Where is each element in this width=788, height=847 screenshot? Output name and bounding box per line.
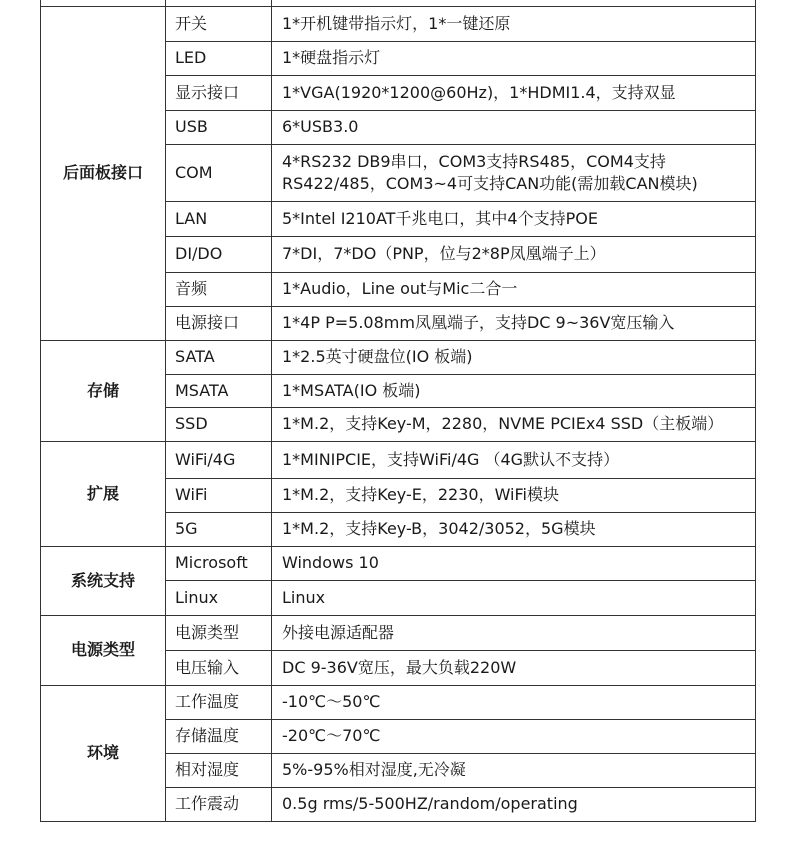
value-cell: Windows 10 xyxy=(272,546,756,580)
key-cell: 音频 xyxy=(166,272,272,306)
key-cell: WiFi xyxy=(166,478,272,512)
key-cell: 工作温度 xyxy=(166,685,272,719)
value-cell: 5%-95%相对湿度,无冷凝 xyxy=(272,753,756,787)
value-cell: 5*Intel I210AT千兆电口，其中4个支持POE xyxy=(272,201,756,236)
table-row xyxy=(41,615,756,650)
value-cell: -10℃～50℃ xyxy=(272,685,756,719)
key-cell: 电源接口 xyxy=(166,306,272,340)
key-cell: 电源类型 xyxy=(166,615,272,650)
key-cell: USB xyxy=(166,110,272,144)
key-cell: WiFi/4G xyxy=(166,441,272,478)
key-cell: SATA xyxy=(166,340,272,374)
value-cell: 1*2.5英寸硬盘位(IO 板端) xyxy=(272,340,756,374)
category-cell: 后面板接口 xyxy=(41,6,166,340)
value-cell: Linux xyxy=(272,580,756,615)
table-row xyxy=(41,340,756,374)
key-cell: 电压输入 xyxy=(166,650,272,685)
value-cell: 1*4P P=5.08mm凤凰端子，支持DC 9~36V宽压输入 xyxy=(272,306,756,340)
value-cell: 1*硬盘指示灯 xyxy=(272,41,756,75)
value-cell: 1*MSATA(IO 板端) xyxy=(272,374,756,407)
table-row xyxy=(41,685,756,719)
category-cell: 系统支持 xyxy=(41,546,166,615)
value-cell: 0.5g rms/5-500HZ/random/operating xyxy=(272,787,756,821)
value-cell: 1*M.2，支持Key-E，2230，WiFi模块 xyxy=(272,478,756,512)
key-cell: 显示接口 xyxy=(166,75,272,110)
value-cell: 1*VGA(1920*1200@60Hz)，1*HDMI1.4，支持双显 xyxy=(272,75,756,110)
category-cell: 环境 xyxy=(41,685,166,821)
category-cell: 存储 xyxy=(41,340,166,441)
key-cell: COM xyxy=(166,144,272,201)
key-cell: DI/DO xyxy=(166,236,272,272)
value-line-1: 4*RS232 DB9串口，COM3支持RS485，COM4支持 xyxy=(282,151,666,171)
value-cell: 1*Audio，Line out与Mic二合一 xyxy=(272,272,756,306)
value-cell xyxy=(272,144,756,201)
table-row xyxy=(41,546,756,580)
value-cell: 1*MINIPCIE，支持WiFi/4G （4G默认不支持） xyxy=(272,441,756,478)
key-cell: 开关 xyxy=(166,6,272,41)
table-row xyxy=(41,441,756,478)
value-line-2: RS422/485，COM3~4可支持CAN功能(需加载CAN模块) xyxy=(282,173,698,193)
value-cell: 6*USB3.0 xyxy=(272,110,756,144)
value-cell: 1*开机键带指示灯，1*一键还原 xyxy=(272,6,756,41)
key-cell: 工作震动 xyxy=(166,787,272,821)
key-cell: 5G xyxy=(166,512,272,546)
key-cell: LAN xyxy=(166,201,272,236)
value-cell: 1*M.2，支持Key-B，3042/3052，5G模块 xyxy=(272,512,756,546)
key-cell: LED xyxy=(166,41,272,75)
value-cell: 7*DI，7*DO（PNP，位与2*8P凤凰端子上） xyxy=(272,236,756,272)
category-cell: 扩展 xyxy=(41,441,166,546)
key-cell: Microsoft xyxy=(166,546,272,580)
spec-table xyxy=(40,0,756,822)
key-cell: 存储温度 xyxy=(166,719,272,753)
value-cell: 外接电源适配器 xyxy=(272,615,756,650)
value-cell: -20℃～70℃ xyxy=(272,719,756,753)
key-cell: 相对湿度 xyxy=(166,753,272,787)
table-row xyxy=(41,6,756,41)
key-cell: SSD xyxy=(166,407,272,441)
value-cell: DC 9-36V宽压，最大负载220W xyxy=(272,650,756,685)
key-cell: Linux xyxy=(166,580,272,615)
category-cell: 电源类型 xyxy=(41,615,166,685)
key-cell: MSATA xyxy=(166,374,272,407)
value-cell: 1*M.2，支持Key-M，2280，NVME PCIEx4 SSD（主板端） xyxy=(272,407,756,441)
